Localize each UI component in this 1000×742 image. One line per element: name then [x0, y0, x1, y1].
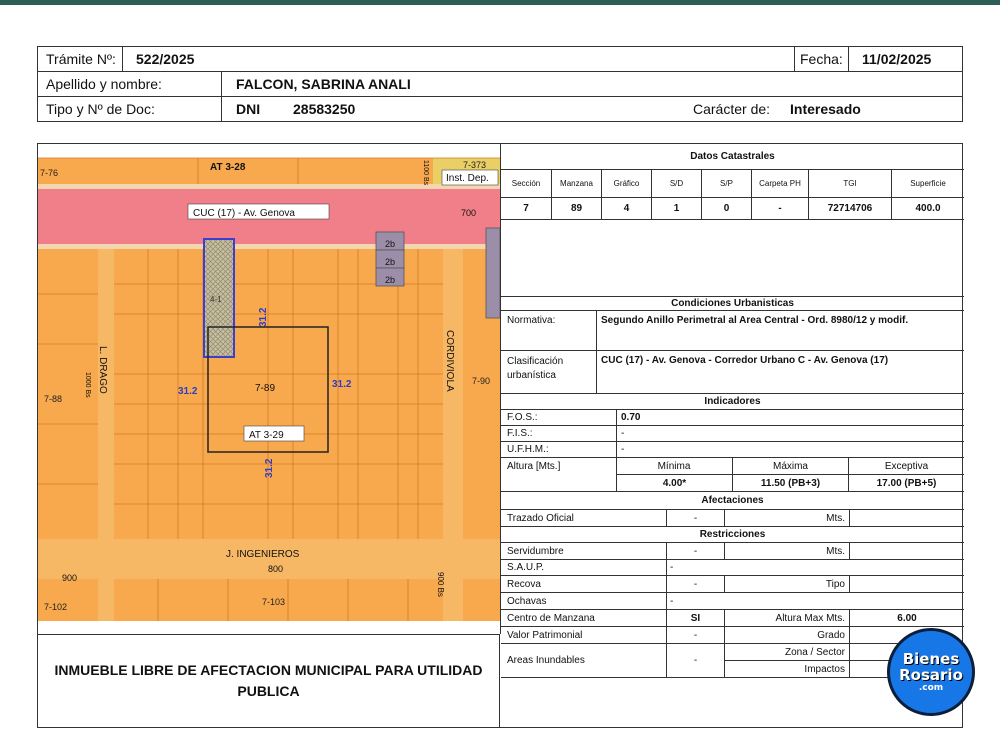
clasificacion-value: CUC (17) - Av. Genova - Corredor Urbano C - Av. Genova (17) — [596, 351, 964, 393]
datos-value-cell: 0 — [701, 198, 751, 219]
apellido-label: Apellido y nombre: — [46, 76, 162, 92]
centro-manzana-value: SI — [666, 610, 724, 626]
indicadores-title-row — [501, 394, 964, 410]
datos-header-cell: Carpeta PH — [751, 170, 808, 197]
label-2b-2: 2b — [385, 257, 396, 267]
label-900-bs: 900 Bs — [436, 572, 445, 597]
top-accent-bar — [0, 0, 1000, 5]
centro-manzana-label: Centro de Manzana — [507, 612, 595, 624]
logo-line-1: Bienes — [902, 650, 960, 668]
ufhm-label: U.F.H.M.: — [507, 444, 549, 455]
label-7-102: 7-102 — [44, 602, 68, 612]
label-700: 700 — [461, 208, 477, 218]
map-svg — [38, 144, 500, 634]
servidumbre-mts-label: Mts. — [724, 543, 849, 559]
tipo-doc-type: DNI — [236, 101, 261, 117]
fecha-label: Fecha: — [800, 51, 843, 67]
datos-value-cell: 400.0 — [891, 198, 964, 219]
ochavas-value: - — [666, 593, 673, 609]
tipo-doc-number: 28583250 — [293, 101, 356, 117]
servidumbre-value: - — [666, 543, 724, 559]
main-panel — [37, 143, 963, 728]
datos-value-cell: 89 — [551, 198, 601, 219]
normativa-row — [501, 311, 964, 351]
datos-header-cell: Sección — [511, 179, 541, 188]
datos-value-cell: 4 — [601, 198, 651, 219]
datos-title: Datos Catastrales — [690, 151, 775, 162]
fis-label: F.I.S.: — [507, 428, 533, 439]
clasificacion-label: Clasificación urbanística — [507, 356, 564, 381]
bienes-rosario-logo — [887, 628, 975, 716]
servidumbre-label: Servidumbre — [507, 545, 564, 557]
indicadores-title: Indicadores — [704, 396, 761, 407]
label-cuc-av-genova: CUC (17) - Av. Genova — [193, 208, 295, 219]
fis-row — [501, 426, 964, 442]
altura-label: Altura [Mts.] — [507, 461, 561, 472]
valor-patrimonial-row — [501, 627, 964, 644]
caracter-value: Interesado — [790, 101, 861, 117]
label-31-2-right: 31.2 — [332, 379, 352, 390]
label-31-2-left: 31.2 — [178, 386, 198, 397]
valor-patrimonial-value: - — [666, 627, 724, 643]
centro-manzana-row — [501, 610, 964, 627]
trazado-value: - — [666, 510, 724, 526]
altura-max-mts-value: 6.00 — [849, 610, 964, 626]
ochavas-label: Ochavas — [507, 595, 547, 607]
saup-value: - — [666, 560, 673, 575]
trazado-mts-label: Mts. — [724, 510, 849, 526]
altura-row — [501, 458, 964, 492]
normativa-value: Segundo Anillo Perimetral al Area Central - Ord. 8980/12 y modif. — [596, 311, 964, 350]
datos-value-cell: - — [751, 198, 808, 219]
altura-max-label: Máxima — [732, 458, 848, 475]
condiciones-title: Condiciones Urbanisticas — [671, 298, 794, 309]
label-7-76: 7-76 — [40, 168, 59, 178]
label-l-drago: L. DRAGO — [97, 346, 108, 394]
blank-row — [501, 220, 964, 297]
header-row-tramite — [37, 46, 963, 72]
recova-tipo-label: Tipo — [724, 576, 849, 592]
restricciones-title: Restricciones — [699, 529, 766, 540]
tramite-value: 522/2025 — [136, 51, 195, 67]
label-7-90: 7-90 — [472, 376, 491, 386]
fos-label: F.O.S.: — [507, 412, 538, 423]
label-2b-1: 2b — [385, 239, 396, 249]
label-800: 800 — [268, 564, 284, 574]
label-at-3-29: AT 3-29 — [249, 430, 284, 441]
ufhm-value: - — [616, 442, 624, 457]
datos-header-cell: TGI — [808, 170, 891, 197]
saup-label: S.A.U.P. — [507, 562, 545, 573]
datos-header-cell: Gráfico — [601, 170, 651, 197]
label-4-1: 4-1 — [210, 295, 222, 304]
label-7-103: 7-103 — [262, 597, 286, 607]
datos-header-cell: S/D — [651, 170, 701, 197]
datos-value-cell: 7 — [523, 203, 529, 214]
header-row-apellido — [37, 72, 963, 97]
valor-patrimonial-label: Valor Patrimonial — [507, 629, 583, 641]
label-1100-bs: 1100 Bs — [422, 160, 429, 186]
apellido-value: FALCON, SABRINA ANALI — [236, 76, 411, 92]
afectaciones-title-row — [501, 492, 964, 510]
caracter-label: Carácter de: — [693, 101, 771, 117]
altura-exc-label: Exceptiva — [848, 458, 964, 475]
datos-header-cell: Manzana — [551, 170, 601, 197]
header-row-documento — [37, 97, 963, 122]
fis-value: - — [616, 426, 624, 441]
datos-values-row — [501, 198, 964, 220]
zona-sector-label: Zona / Sector — [784, 647, 845, 658]
label-at-3-28: AT 3-28 — [210, 162, 246, 173]
datos-header-cell: Superficie — [891, 170, 964, 197]
afectaciones-title: Afectaciones — [701, 495, 764, 506]
fecha-value: 11/02/2025 — [862, 51, 932, 67]
normativa-label: Normativa: — [507, 315, 556, 326]
tipo-doc-label: Tipo y Nº de Doc: — [46, 101, 155, 117]
datos-header-cell: S/P — [701, 170, 751, 197]
condiciones-title-row — [501, 297, 964, 311]
zone-purple-right — [486, 228, 500, 318]
clasificacion-row — [501, 351, 964, 394]
servidumbre-row — [501, 543, 964, 560]
fos-row — [501, 410, 964, 426]
trazado-row — [501, 510, 964, 527]
label-7-89: 7-89 — [255, 383, 276, 394]
cadastral-data-table — [501, 144, 964, 727]
ufhm-row — [501, 442, 964, 458]
datos-value-cell: 1 — [651, 198, 701, 219]
tramite-label: Trámite Nº: — [46, 51, 116, 67]
recova-row — [501, 576, 964, 593]
grado-label: Grado — [724, 627, 849, 643]
logo-line-2: Rosario — [899, 666, 963, 684]
altura-max-mts-label: Altura Max Mts. — [724, 610, 849, 626]
label-31-2-top: 31.2 — [258, 307, 269, 327]
label-7-88: 7-88 — [44, 394, 63, 404]
label-2b-3: 2b — [385, 275, 396, 285]
recova-label: Recova — [507, 578, 541, 590]
label-31-2-bottom: 31.2 — [264, 458, 275, 478]
label-j-ingenieros: J. INGENIEROS — [226, 549, 300, 560]
altura-min-value: 4.00* — [616, 475, 732, 492]
fos-value: 0.70 — [616, 410, 640, 425]
label-cordiviola: CORDIVIOLA — [444, 330, 455, 392]
label-1000-bs: 1000 Bs — [84, 372, 91, 398]
trazado-mts-value — [849, 510, 964, 526]
areas-inundables-label: Areas Inundables — [507, 655, 585, 666]
recova-value: - — [666, 576, 724, 592]
servidumbre-mts-value — [849, 543, 964, 559]
restricciones-title-row — [501, 527, 964, 543]
label-7-373: 7-373 — [463, 160, 487, 170]
altura-max-value: 11.50 (PB+3) — [732, 475, 848, 492]
datos-title-row — [501, 144, 964, 170]
datos-value-cell: 72714706 — [808, 198, 891, 219]
altura-min-label: Mínima — [657, 461, 691, 472]
logo-line-3: .com — [918, 683, 944, 693]
altura-exc-value: 17.00 (PB+5) — [848, 475, 964, 492]
trazado-label: Trazado Oficial — [507, 512, 574, 524]
municipal-note: INMUEBLE LIBRE DE AFECTACION MUNICIPAL PARA UTILIDAD PUBLICA — [38, 634, 500, 727]
recova-tipo-value — [849, 576, 964, 592]
label-inst-dep: Inst. Dep. — [446, 173, 489, 184]
ochavas-row — [501, 593, 964, 610]
cadastral-map — [38, 144, 501, 634]
saup-row — [501, 560, 964, 576]
areas-inundables-value: - — [666, 644, 724, 677]
datos-header-row — [501, 170, 964, 198]
label-900: 900 — [62, 573, 78, 583]
impactos-label: Impactos — [724, 661, 849, 678]
